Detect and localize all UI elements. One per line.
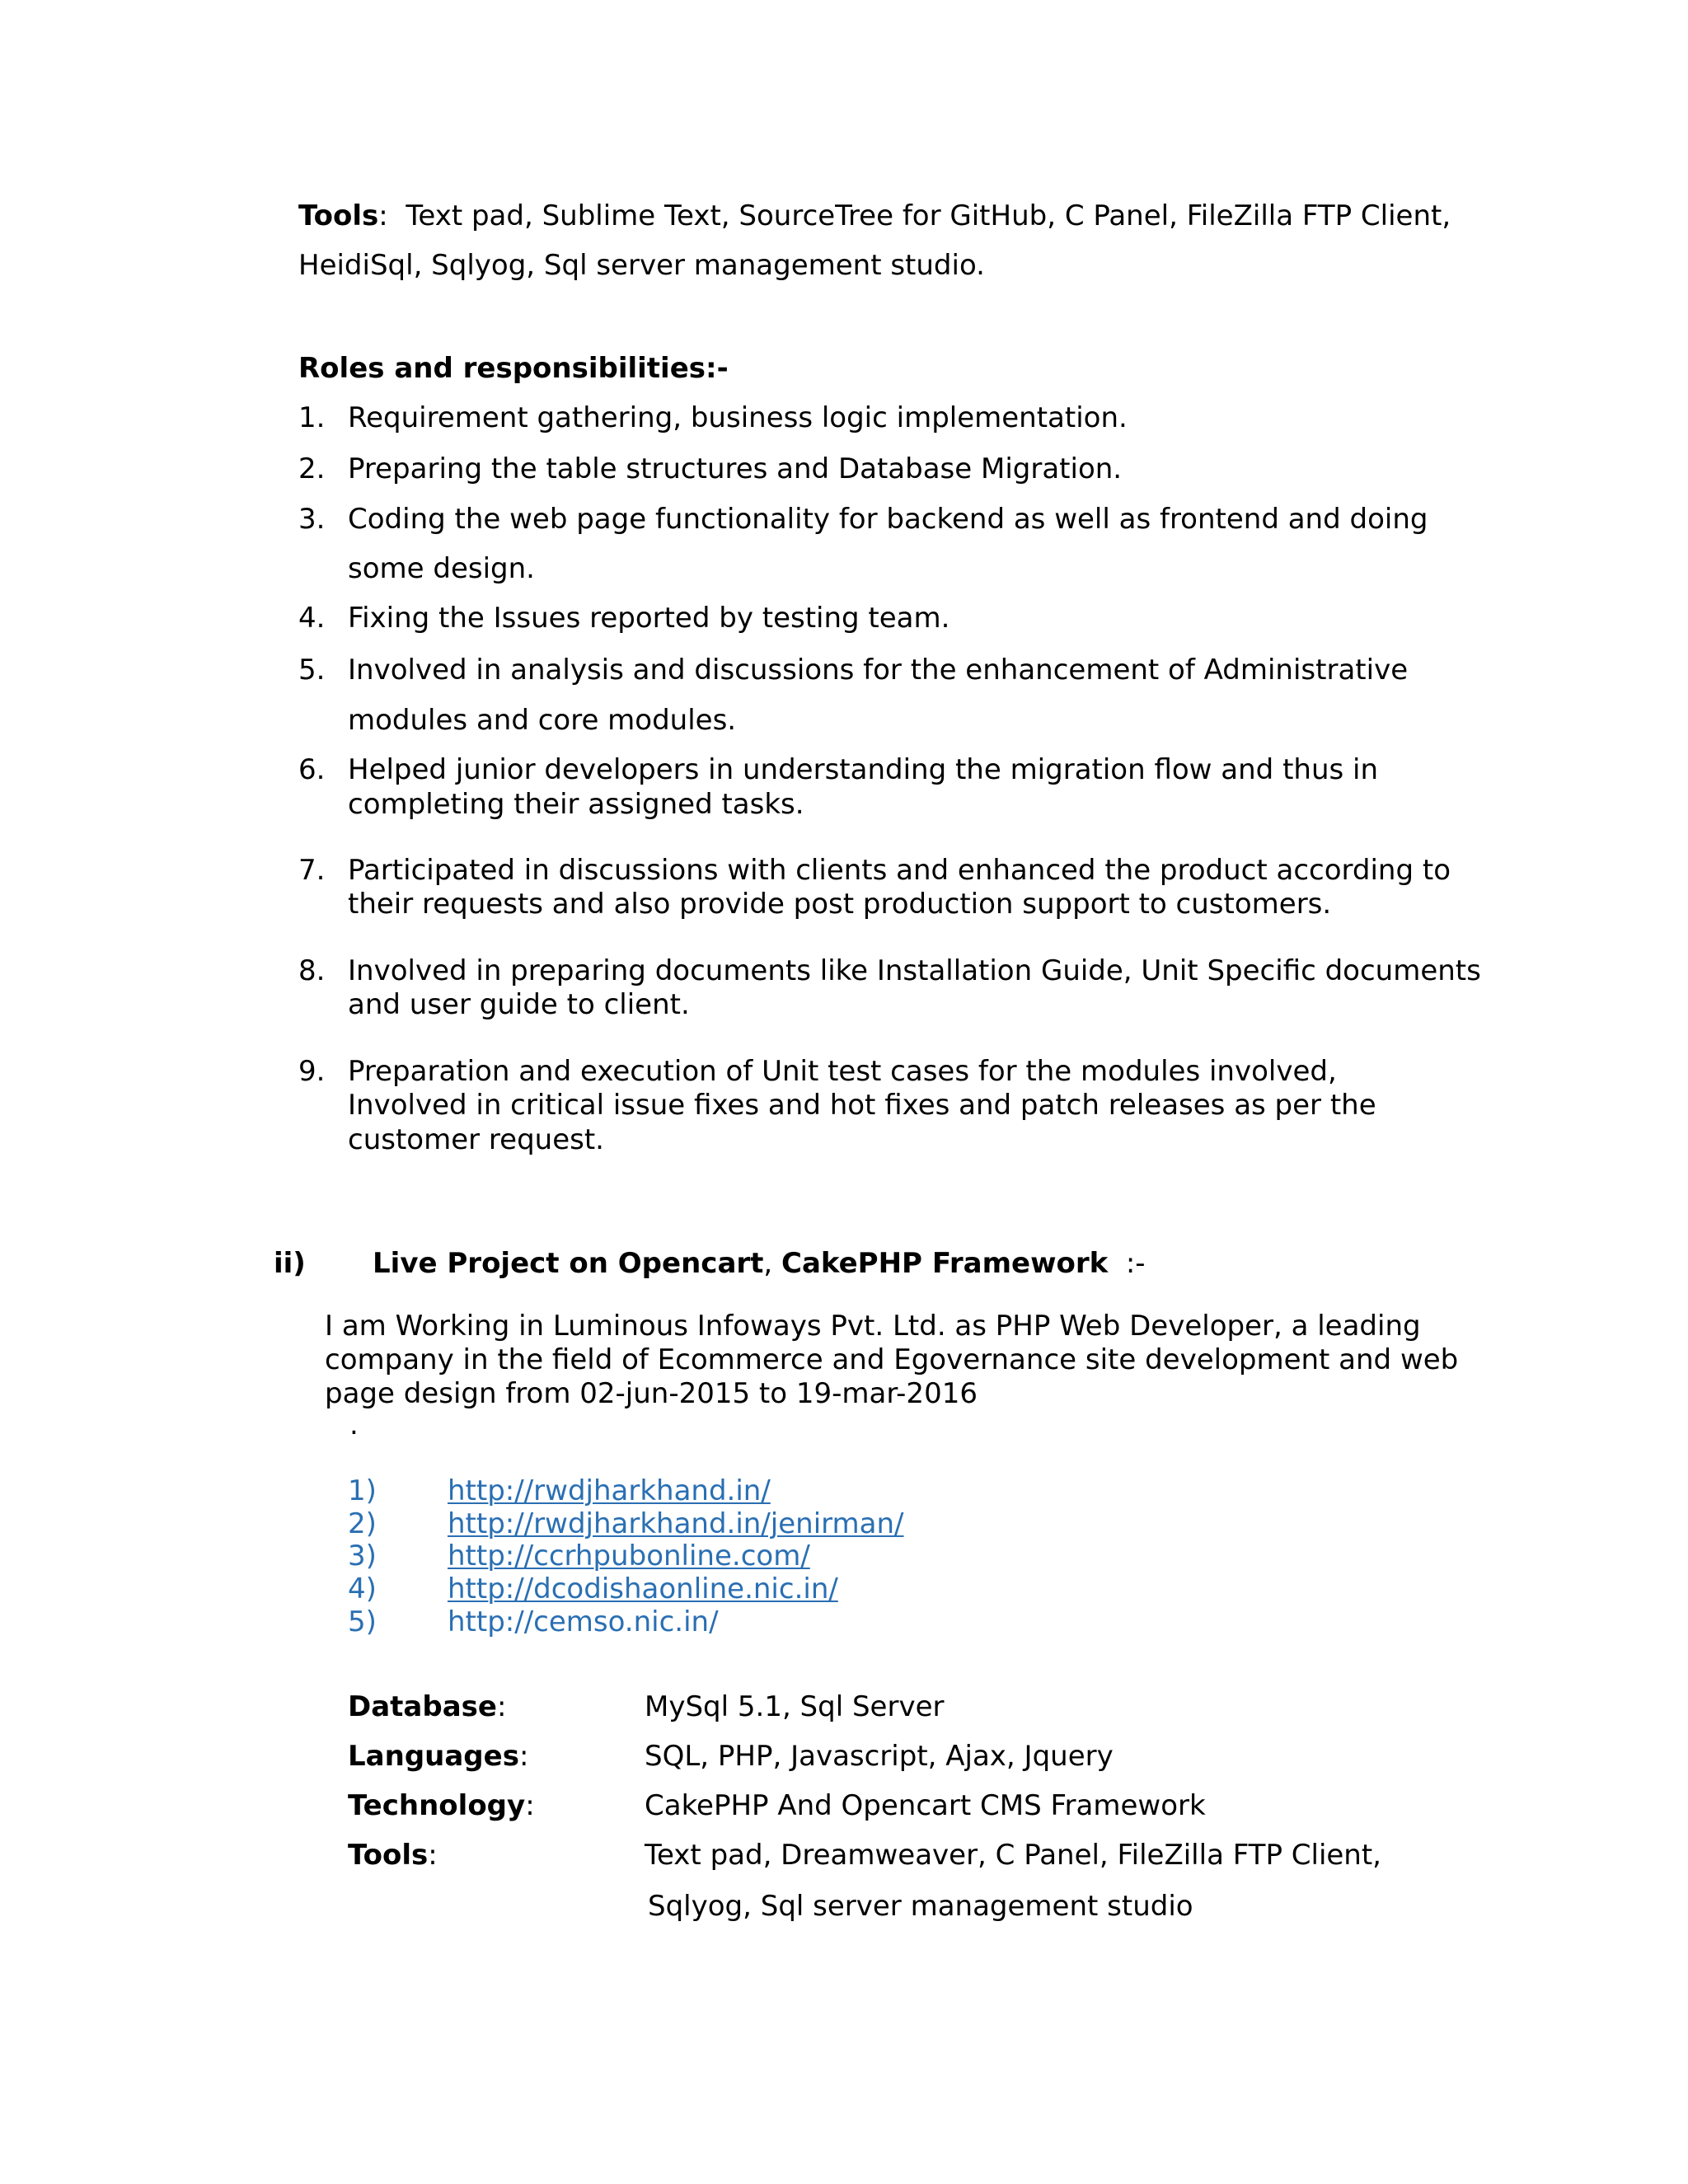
detail-colon: : xyxy=(518,1740,529,1773)
list-text: customer request. xyxy=(348,1123,604,1156)
project-number: ii) xyxy=(274,1247,306,1280)
link-number: 5) xyxy=(348,1605,377,1638)
project-title xyxy=(373,1247,1146,1280)
project-intro-line: I am Working in Luminous Infoways Pvt. Ltd. as PHP Web Developer, a leading xyxy=(325,1310,1421,1343)
project-link-1[interactable] xyxy=(448,1474,771,1507)
list-number: 2. xyxy=(298,452,326,485)
list-number: 7. xyxy=(298,854,326,887)
link-text[interactable]: http://cemso.nic.in/ xyxy=(448,1605,719,1638)
link-text[interactable]: http://dcodishaonline.nic.in/ xyxy=(448,1572,838,1605)
list-text: Preparing the table structures and Database Migration. xyxy=(348,452,1123,485)
detail-value: MySql 5.1, Sql Server xyxy=(645,1690,945,1723)
detail-value: Text pad, Dreamweaver, C Panel, FileZilla FTP Client, xyxy=(645,1839,1381,1872)
detail-colon: : xyxy=(428,1839,438,1872)
list-text: their requests and also provide post production support to customers. xyxy=(348,888,1332,921)
link-number: 2) xyxy=(348,1507,377,1540)
list-number: 1. xyxy=(298,401,326,434)
detail-value: SQL, PHP, Javascript, Ajax, Jquery xyxy=(645,1740,1114,1773)
detail-label xyxy=(348,1789,535,1822)
link-text[interactable]: http://rwdjharkhand.in/ xyxy=(448,1474,771,1507)
link-text[interactable]: http://ccrhpubonline.com/ xyxy=(448,1540,810,1572)
list-number: 4. xyxy=(298,602,326,635)
intro-dot: . xyxy=(349,1408,359,1441)
list-number: 9. xyxy=(298,1055,326,1088)
list-text: Participated in discussions with clients and enhanced the product according to xyxy=(348,854,1451,887)
detail-colon: : xyxy=(525,1789,535,1822)
list-number: 6. xyxy=(298,753,326,786)
list-text: Involved in analysis and discussions for the enhancement of Administrative xyxy=(348,654,1409,687)
tools-colon: : xyxy=(378,199,388,232)
project-intro-line: company in the field of Ecommerce and Egovernance site development and web xyxy=(325,1343,1459,1376)
detail-label xyxy=(348,1740,529,1773)
list-text: completing their assigned tasks. xyxy=(348,788,804,821)
list-text: some design. xyxy=(348,552,535,585)
detail-label-text: Database xyxy=(348,1690,497,1723)
project-link-4[interactable] xyxy=(448,1572,838,1605)
project-link-5[interactable] xyxy=(448,1605,719,1638)
tools-value-1: Text pad, Sublime Text, SourceTree for GitHub, C Panel, FileZilla FTP Client, xyxy=(406,199,1451,232)
link-number: 1) xyxy=(348,1474,377,1507)
project-link-2[interactable] xyxy=(448,1507,904,1540)
link-number: 4) xyxy=(348,1572,377,1605)
list-text: and user guide to client. xyxy=(348,988,690,1021)
project-title-suffix: :- xyxy=(1125,1247,1146,1280)
detail-colon: : xyxy=(496,1690,507,1723)
detail-tools-line-2: Sqlyog, Sql server management studio xyxy=(648,1890,1193,1923)
detail-label xyxy=(348,1839,438,1872)
project-title-a: Live Project on Opencart xyxy=(373,1247,764,1280)
project-title-comma: , xyxy=(763,1247,773,1280)
list-text: Involved in critical issue fixes and hot fixes and patch releases as per the xyxy=(348,1089,1376,1122)
project-intro-line: page design from 02-jun-2015 to 19-mar-2016 xyxy=(325,1377,978,1410)
detail-label xyxy=(348,1690,507,1723)
list-text: Requirement gathering, business logic implementation. xyxy=(348,401,1128,434)
list-text: Coding the web page functionality for backend as well as frontend and doing xyxy=(348,503,1428,536)
list-number: 3. xyxy=(298,503,326,536)
tools-line-1 xyxy=(298,199,1451,232)
project-title-b: CakePHP Framework xyxy=(781,1247,1109,1280)
link-number: 3) xyxy=(348,1540,377,1572)
list-text: modules and core modules. xyxy=(348,704,737,737)
list-number: 5. xyxy=(298,654,326,687)
list-text: Preparation and execution of Unit test cases for the modules involved, xyxy=(348,1055,1337,1088)
detail-label-text: Languages xyxy=(348,1740,519,1773)
link-text[interactable]: http://rwdjharkhand.in/jenirman/ xyxy=(448,1507,904,1540)
roles-heading: Roles and responsibilities:- xyxy=(298,352,729,385)
tools-line-2: HeidiSql, Sqlyog, Sql server management studio. xyxy=(298,249,985,282)
list-text: Involved in preparing documents like Installation Guide, Unit Specific documents xyxy=(348,954,1481,987)
detail-label-text: Tools xyxy=(348,1839,429,1872)
list-text: Helped junior developers in understanding the migration flow and thus in xyxy=(348,753,1379,786)
detail-value: CakePHP And Opencart CMS Framework xyxy=(645,1789,1206,1822)
list-text: Fixing the Issues reported by testing team. xyxy=(348,602,950,635)
project-link-3[interactable] xyxy=(448,1542,810,1570)
tools-label: Tools xyxy=(298,199,379,232)
detail-label-text: Technology xyxy=(348,1789,526,1822)
list-number: 8. xyxy=(298,954,326,987)
